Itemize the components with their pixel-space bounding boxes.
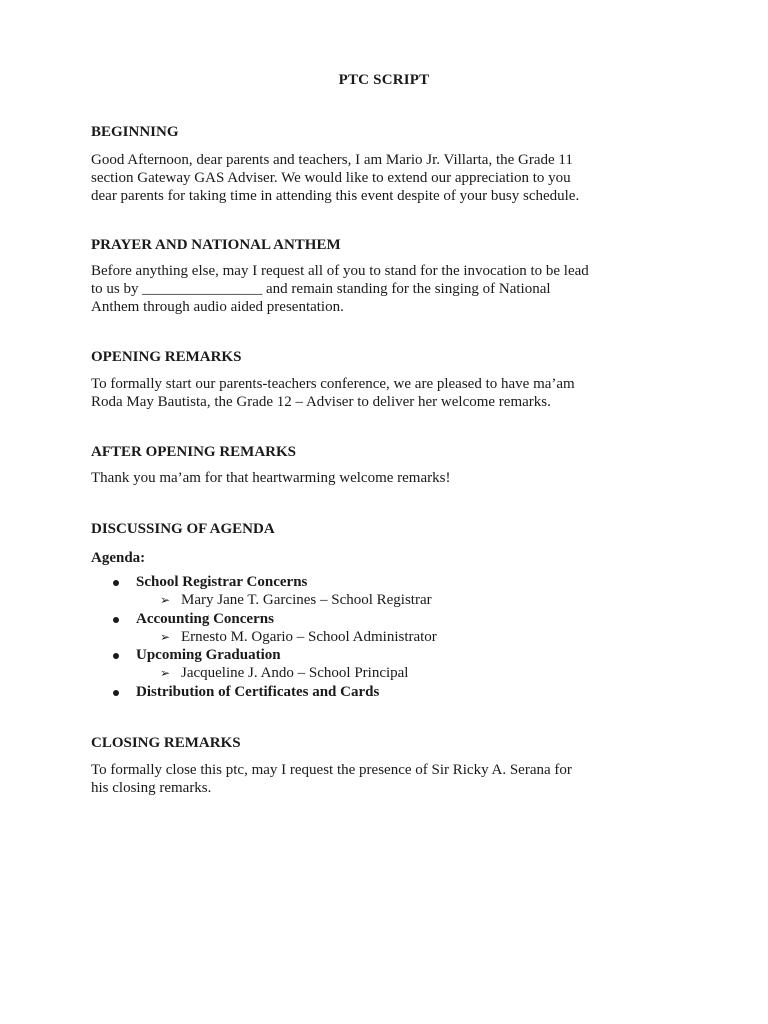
agenda-sub-item-text: Mary Jane T. Garcines – School Registrar: [181, 592, 432, 609]
section-opening: [91, 348, 701, 411]
arrowhead-icon: ➢: [160, 666, 171, 681]
agenda-label: Agenda:: [91, 550, 146, 566]
agenda-sub-item-text: Jacqueline J. Ando – School Principal: [181, 665, 409, 682]
bullet-icon: [113, 580, 119, 586]
bullet-icon: [113, 653, 119, 659]
agenda-sub-item: [136, 628, 701, 646]
agenda-sub-item: [136, 664, 701, 682]
after-opening-text: Thank you ma’am for that heartwarming welcome remarks!: [91, 470, 451, 486]
list-item: [91, 646, 701, 683]
prayer-text: Before anything else, may I request all of you to stand for the invocation to be lead to us by ________________ and remain standing for the singing of National Anthem through audio aided presentation.: [91, 263, 589, 315]
prayer-heading: PRAYER AND NATIONAL ANTHEM: [91, 237, 341, 253]
section-closing: [91, 734, 701, 797]
agenda-list: [91, 573, 701, 701]
agenda-item-title: Accounting Concerns: [136, 610, 274, 627]
opening-text: To formally start our parents-teachers conference, we are pleased to have ma’am Roda May Bautista, the Grade 12 – Adviser to deliver her welcome remarks.: [91, 376, 575, 410]
beginning-heading: BEGINNING: [91, 124, 179, 140]
list-item: [91, 573, 701, 610]
opening-heading: OPENING REMARKS: [91, 349, 242, 365]
arrowhead-icon: ➢: [160, 629, 171, 644]
arrowhead-icon: ➢: [160, 593, 171, 608]
agenda-item-title: Distribution of Certificates and Cards: [136, 683, 380, 700]
after-opening-heading: AFTER OPENING REMARKS: [91, 444, 297, 460]
closing-heading: CLOSING REMARKS: [91, 735, 241, 751]
beginning-text: Good Afternoon, dear parents and teachers, I am Mario Jr. Villarta, the Grade 11 section Gateway GAS Adviser. We would like to extend our appreciation to you dear parents for taking time in attending this event despite of your busy schedule.: [91, 152, 580, 204]
closing-text: To formally close this ptc, may I request the presence of Sir Ricky A. Serana for his closing remarks.: [91, 762, 572, 796]
agenda-item-title: Upcoming Graduation: [136, 647, 281, 664]
agenda-item-title: School Registrar Concerns: [136, 574, 308, 590]
list-item: [91, 683, 701, 701]
bullet-icon: [113, 617, 119, 623]
agenda-sub-item-text: Ernesto M. Ogario – School Administrator: [181, 628, 437, 645]
section-prayer: [91, 236, 701, 316]
section-after-opening: [91, 443, 701, 487]
section-beginning: [91, 123, 701, 205]
document-title: PTC SCRIPT: [338, 72, 430, 88]
section-agenda: [91, 520, 701, 701]
agenda-heading: DISCUSSING OF AGENDA: [91, 521, 275, 537]
agenda-sub-item: [136, 591, 701, 609]
bullet-icon: [113, 690, 119, 696]
list-item: [91, 610, 701, 647]
